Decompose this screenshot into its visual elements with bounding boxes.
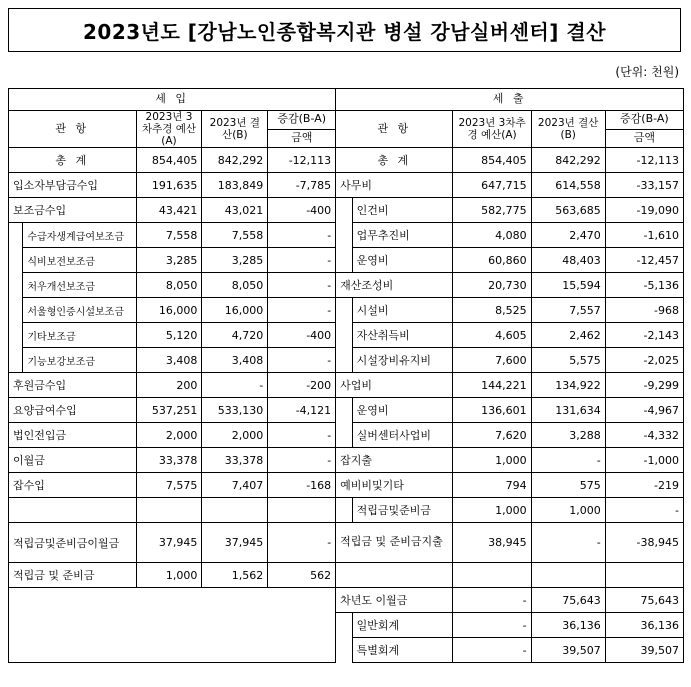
expense-diff: -4,967 <box>605 398 683 423</box>
expense-settlement-header: 2023년 결산(B) <box>531 111 605 148</box>
expense-indent <box>336 498 352 523</box>
income-diff: - <box>268 523 336 563</box>
expense-budget: 144,221 <box>453 373 531 398</box>
expense-budget: 20,730 <box>453 273 531 298</box>
income-name: 수급자생계급여보조금 <box>23 223 136 248</box>
expense-diff: 75,643 <box>605 588 683 613</box>
income-budget: 3,408 <box>136 348 202 373</box>
expense-name: 총 계 <box>336 148 453 173</box>
expense-budget: - <box>453 613 531 638</box>
income-name: 총 계 <box>9 148 137 173</box>
income-name: 기능보강보조금 <box>23 348 136 373</box>
income-diff: -7,785 <box>268 173 336 198</box>
expense-name: 차년도 이월금 <box>336 588 453 613</box>
income-budget: 2,000 <box>136 423 202 448</box>
expense-indent <box>336 613 352 663</box>
header-row-columns <box>9 111 684 130</box>
income-settlement: 2,000 <box>202 423 268 448</box>
expense-diff: -33,157 <box>605 173 683 198</box>
expense-budget <box>453 563 531 588</box>
expense-budget: 4,605 <box>453 323 531 348</box>
expense-diff: -219 <box>605 473 683 498</box>
expense-name: 적립금및준비금 <box>352 498 453 523</box>
expense-name: 시설장비유지비 <box>352 348 453 373</box>
income-settlement: 43,021 <box>202 198 268 223</box>
income-diff: -168 <box>268 473 336 498</box>
expense-budget: 38,945 <box>453 523 531 563</box>
expense-budget: - <box>453 588 531 613</box>
expense-name: 일반회계 <box>352 613 453 638</box>
income-settlement: 4,720 <box>202 323 268 348</box>
income-budget: 3,285 <box>136 248 202 273</box>
income-diff <box>268 498 336 523</box>
expense-settlement: 36,136 <box>531 613 605 638</box>
document-title <box>8 8 681 52</box>
income-name: 적립금 및 준비금 <box>9 563 137 588</box>
title-text: 2023년도 [강남노인종합복지관 병설 강남실버센터] 결산 <box>82 19 607 44</box>
expense-name: 운영비 <box>352 398 453 423</box>
income-budget: 7,558 <box>136 223 202 248</box>
expense-diff: 39,507 <box>605 638 683 663</box>
expense-diff: -5,136 <box>605 273 683 298</box>
income-settlement: 7,407 <box>202 473 268 498</box>
header-row-section <box>9 89 684 111</box>
income-settlement: 16,000 <box>202 298 268 323</box>
income-budget: 7,575 <box>136 473 202 498</box>
expense-diff: -2,025 <box>605 348 683 373</box>
expense-budget: 7,620 <box>453 423 531 448</box>
income-diff: -12,113 <box>268 148 336 173</box>
income-settlement-header: 2023년 결산(B) <box>202 111 268 148</box>
income-diff: - <box>268 298 336 323</box>
income-diff: -200 <box>268 373 336 398</box>
expense-diff <box>605 563 683 588</box>
expense-settlement: 7,557 <box>531 298 605 323</box>
expense-budget: 1,000 <box>453 448 531 473</box>
expense-budget-header: 2023년 3차추경 예산(A) <box>453 111 531 148</box>
expense-settlement: 39,507 <box>531 638 605 663</box>
income-settlement: 37,945 <box>202 523 268 563</box>
income-budget: 1,000 <box>136 563 202 588</box>
expense-name: 시설비 <box>352 298 453 323</box>
income-diff: - <box>268 448 336 473</box>
expense-settlement: 5,575 <box>531 348 605 373</box>
expense-indent <box>336 298 352 373</box>
expense-name: 인건비 <box>352 198 453 223</box>
expense-settlement: 842,292 <box>531 148 605 173</box>
expense-name: 실버센터사업비 <box>352 423 453 448</box>
income-budget: 854,405 <box>136 148 202 173</box>
expense-budget: 7,600 <box>453 348 531 373</box>
expense-settlement: 3,288 <box>531 423 605 448</box>
expense-settlement: 75,643 <box>531 588 605 613</box>
table-row <box>9 498 684 523</box>
income-name: 기타보조금 <box>23 323 136 348</box>
income-settlement: 1,562 <box>202 563 268 588</box>
expense-diff: -4,332 <box>605 423 683 448</box>
table-row <box>9 173 684 198</box>
table-row <box>9 273 684 298</box>
income-name: 적립금및준비금이월금 <box>9 523 137 563</box>
table-row <box>9 523 684 563</box>
income-header: 세 입 <box>9 89 336 111</box>
income-budget: 37,945 <box>136 523 202 563</box>
table-row <box>9 373 684 398</box>
expense-name: 예비비및기타 <box>336 473 453 498</box>
expense-budget: 582,775 <box>453 198 531 223</box>
income-diff: - <box>268 248 336 273</box>
expense-settlement: 48,403 <box>531 248 605 273</box>
expense-header: 세 출 <box>336 89 684 111</box>
expense-name: 재산조성비 <box>336 273 453 298</box>
expense-budget: 4,080 <box>453 223 531 248</box>
expense-diff: -9,299 <box>605 373 683 398</box>
expense-diff: 36,136 <box>605 613 683 638</box>
expense-settlement: 563,685 <box>531 198 605 223</box>
expense-diff: -12,457 <box>605 248 683 273</box>
income-budget: 200 <box>136 373 202 398</box>
table-row <box>9 398 684 423</box>
income-name: 이월금 <box>9 448 137 473</box>
income-name <box>9 498 137 523</box>
expense-settlement: 1,000 <box>531 498 605 523</box>
expense-name: 특별회계 <box>352 638 453 663</box>
income-diff: -4,121 <box>268 398 336 423</box>
expense-settlement: 15,594 <box>531 273 605 298</box>
expense-settlement: - <box>531 523 605 563</box>
income-budget: 537,251 <box>136 398 202 423</box>
income-budget: 33,378 <box>136 448 202 473</box>
income-name: 처우개선보조금 <box>23 273 136 298</box>
income-diff: - <box>268 423 336 448</box>
expense-name: 운영비 <box>352 248 453 273</box>
table-row <box>9 473 684 498</box>
income-name: 입소자부담금수입 <box>9 173 137 198</box>
expense-diff: -1,000 <box>605 448 683 473</box>
expense-budget: 854,405 <box>453 148 531 173</box>
income-name: 서울형인증시설보조금 <box>23 298 136 323</box>
income-amount-header: 금액 <box>268 129 336 148</box>
expense-settlement: - <box>531 448 605 473</box>
income-settlement <box>202 498 268 523</box>
expense-settlement: 2,462 <box>531 323 605 348</box>
income-settlement: 842,292 <box>202 148 268 173</box>
income-diff: - <box>268 273 336 298</box>
income-settlement: - <box>202 373 268 398</box>
income-budget: 8,050 <box>136 273 202 298</box>
expense-budget: 647,715 <box>453 173 531 198</box>
income-name: 잡수입 <box>9 473 137 498</box>
expense-amount-header: 금액 <box>605 129 683 148</box>
table-row <box>9 588 684 613</box>
income-diff: 562 <box>268 563 336 588</box>
table-row <box>9 198 684 223</box>
income-settlement: 533,130 <box>202 398 268 423</box>
income-settlement: 7,558 <box>202 223 268 248</box>
expense-settlement: 134,922 <box>531 373 605 398</box>
settlement-table <box>8 88 684 663</box>
table-row <box>9 298 684 323</box>
income-diff: -400 <box>268 198 336 223</box>
expense-name <box>336 563 453 588</box>
expense-diff: -1,610 <box>605 223 683 248</box>
income-name: 요양급여수입 <box>9 398 137 423</box>
income-name: 법인전입금 <box>9 423 137 448</box>
expense-diff: -12,113 <box>605 148 683 173</box>
expense-diff: -38,945 <box>605 523 683 563</box>
income-diff: - <box>268 348 336 373</box>
unit-label: (단위: 천원) <box>615 65 679 79</box>
expense-name: 사무비 <box>336 173 453 198</box>
expense-name: 사업비 <box>336 373 453 398</box>
expense-name: 적립금 및 준비금지출 <box>336 523 453 563</box>
expense-budget: 136,601 <box>453 398 531 423</box>
table-row <box>9 148 684 173</box>
expense-settlement: 614,558 <box>531 173 605 198</box>
expense-budget: 60,860 <box>453 248 531 273</box>
expense-gwanhang-header: 관 항 <box>336 111 453 148</box>
income-diff: - <box>268 223 336 248</box>
expense-settlement <box>531 563 605 588</box>
income-settlement: 3,285 <box>202 248 268 273</box>
income-budget: 5,120 <box>136 323 202 348</box>
income-name: 보조금수입 <box>9 198 137 223</box>
income-blank-area <box>9 588 336 663</box>
expense-name: 자산취득비 <box>352 323 453 348</box>
expense-diff: -968 <box>605 298 683 323</box>
expense-diff: -19,090 <box>605 198 683 223</box>
expense-indent <box>336 398 352 448</box>
income-budget-header: 2023년 3차추경 예산(A) <box>136 111 202 148</box>
income-budget <box>136 498 202 523</box>
expense-name: 잡지출 <box>336 448 453 473</box>
income-settlement: 8,050 <box>202 273 268 298</box>
income-indent <box>9 223 23 373</box>
income-settlement: 3,408 <box>202 348 268 373</box>
income-name: 식비보전보조금 <box>23 248 136 273</box>
income-budget: 191,635 <box>136 173 202 198</box>
expense-settlement: 2,470 <box>531 223 605 248</box>
income-name: 후원금수입 <box>9 373 137 398</box>
income-settlement: 33,378 <box>202 448 268 473</box>
income-budget: 43,421 <box>136 198 202 223</box>
expense-budget: 794 <box>453 473 531 498</box>
expense-settlement: 575 <box>531 473 605 498</box>
income-budget: 16,000 <box>136 298 202 323</box>
expense-diff: - <box>605 498 683 523</box>
expense-name: 업무추진비 <box>352 223 453 248</box>
income-gwanhang-header: 관 항 <box>9 111 137 148</box>
expense-indent <box>336 198 352 273</box>
table-row <box>9 448 684 473</box>
income-settlement: 183,849 <box>202 173 268 198</box>
expense-budget: - <box>453 638 531 663</box>
expense-diff-header: 증감(B-A) <box>605 111 683 130</box>
income-diff-header: 증감(B-A) <box>268 111 336 130</box>
expense-settlement: 131,634 <box>531 398 605 423</box>
expense-budget: 1,000 <box>453 498 531 523</box>
income-diff: -400 <box>268 323 336 348</box>
expense-diff: -2,143 <box>605 323 683 348</box>
expense-budget: 8,525 <box>453 298 531 323</box>
table-row <box>9 563 684 588</box>
